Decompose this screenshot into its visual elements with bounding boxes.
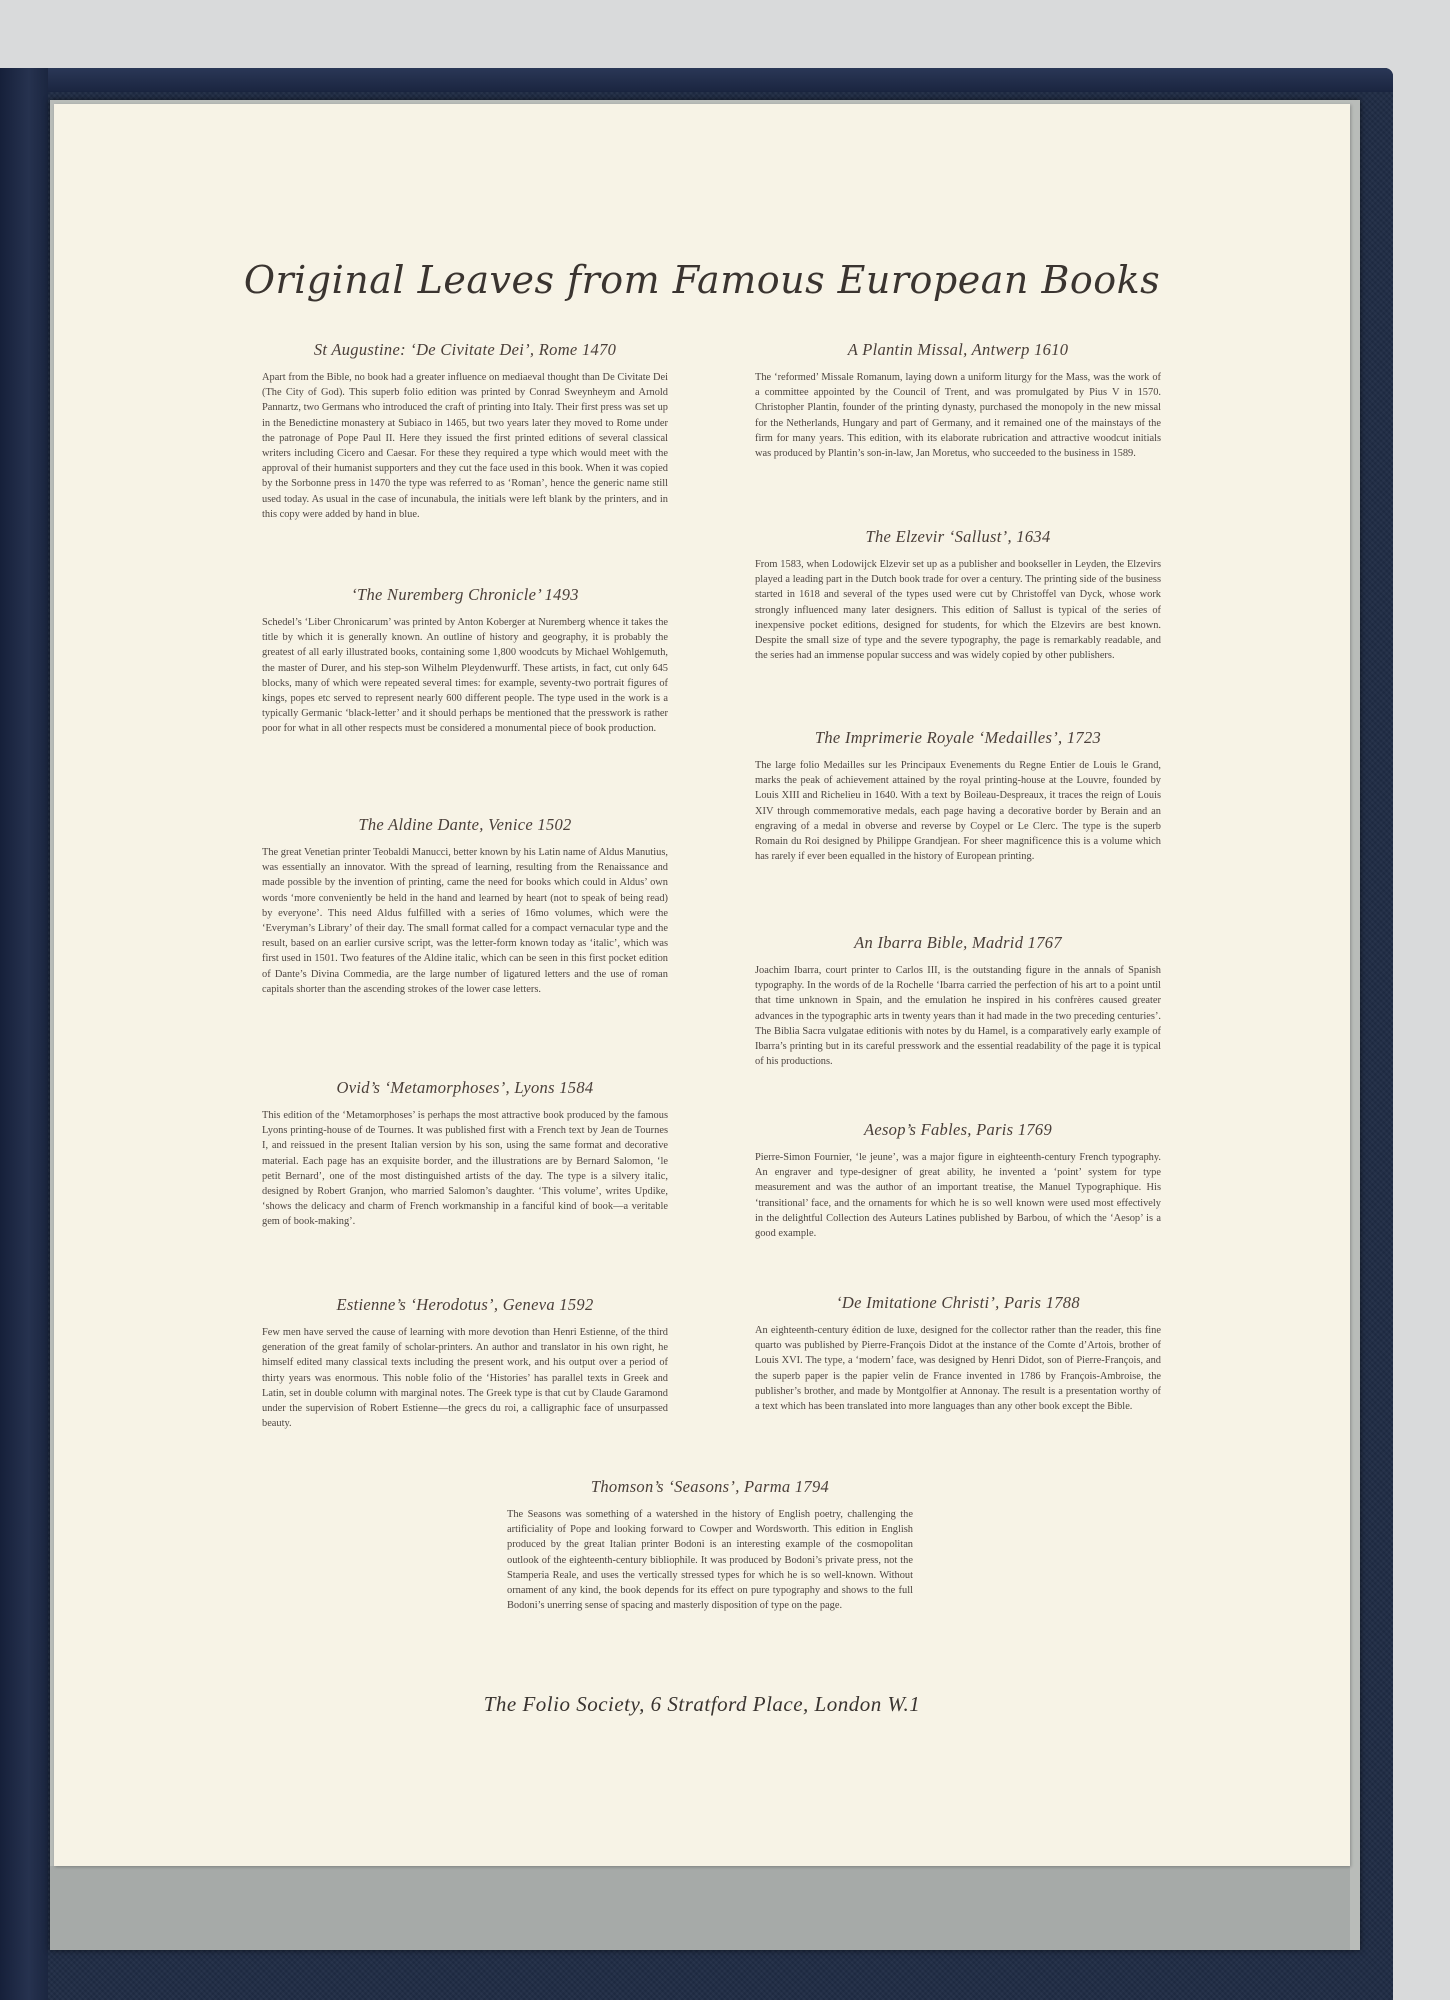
entry-heading: An Ibarra Bible, Madrid 1767	[854, 933, 1062, 952]
entry-body: From 1583, when Lodowijck Elzevir set up as a publisher and bookseller in Leyden, the Elzevirs played a leading part in the Dutch book trade for over a century. The printing side of the business started in 1618 and several of the types used were cut by Christoffel van Dyck, whose work strongly influenced many later designers. This edition of Sallust is typical of the series of inexpensive pocket editions, designed for students, for which the Elzevirs are best known. Despite the small size of type and the severe typography, the page is remarkably readable, and the series had an immense popular success and was widely copied by other publishers.	[755, 559, 1161, 662]
entry-body: Pierre-Simon Fournier, ‘le jeune’, was a major figure in eighteenth-century French typography. An engraver and type-designer of great ability, he invented a ‘point’ system for type measurement and was the author of an important treatise, the Manuel Typographique. His ‘transitional’ face, and the ornaments for which he is so well known were used most effectively in the delightful Collection des Auteurs Latines published by Barbou, of which the ‘Aesop’ is a good example.	[755, 1152, 1161, 1240]
entry-aldine-dante	[262, 815, 668, 997]
entry-plantin	[755, 340, 1161, 461]
entry-imprimerie-royale	[755, 728, 1161, 864]
entry-body: Schedel’s ‘Liber Chronicarum’ was printed by Anton Koberger at Nuremberg whence it takes the title by which it is generally known. An outline of history and geography, it is probably the greatest of all early illustrated books, containing some 1,800 woodcuts by Michael Wohlgemuth, the master of Durer, and his step-son Wilhelm Pleydenwurff. These artists, in fact, cut only 645 blocks, many of which were repeated several times: for example, seventy-two portrait figures of kings, popes etc served to represent nearly 600 different people. The type used in the work is a typically Germanic ‘black-letter’ and it should perhaps be mentioned that the presswork is rather poor for what in all other respects must be considered a monumental piece of book production.	[262, 617, 668, 735]
entry-thomson-seasons	[507, 1477, 913, 1613]
entry-body: Apart from the Bible, no book had a greater influence on mediaeval thought than De Civitate Dei (The City of God). This superb folio edition was printed by Conrad Sweynheym and Arnold Pannartz, two Germans who introduced the craft of printing into Italy. Their first press was set up in the Benedictine monastery at Subiaco in 1465, but two years later they moved to Rome under the patronage of Pope Paul II. Here they issued the first printed editions of several classical writers including Cicero and Caesar. For these they required a type which would meet with the approval of their humanist supporters and they cut the face used in this book. When it was copied by the Sorbonne press in 1470 the type was referred to as ‘Roman’, hence the generic name still used today. As usual in the case of incunabula, the initials were left blank by the printers, and in this copy were added by hand in blue.	[262, 372, 668, 520]
entry-heading: Ovid’s ‘Metamorphoses’, Lyons 1584	[336, 1078, 594, 1097]
entry-body: The great Venetian printer Teobaldi Manucci, better known by his Latin name of Aldus Manutius, was essentially an innovator. With the spread of learning, resulting from the Renaissance and made possible by the invention of printing, came the need for books which could in Aldus’ own words ‘more conveniently be held in the hand and learned by heart (not to speak of being read) by everyone’. This need Aldus fulfilled with a series of 16mo volumes, which were the ‘Everyman’s Library’ of their day. The small format called for a compact vernacular type and the result, based on an earlier cursive script, was the letter-form known today as ‘italic’, which was first used in 1501. Two features of the Aldine italic, which can be seen in this first pocket edition of Dante’s Divina Commedia, are the large number of ligatured letters and the use of roman capitals shorter than the ascending strokes of the lower case letters.	[262, 847, 668, 995]
entry-heading: St Augustine: ‘De Civitate Dei’, Rome 1470	[313, 340, 617, 359]
entry-augustine	[262, 340, 668, 522]
entry-heading: A Plantin Missal, Antwerp 1610	[847, 340, 1069, 359]
entry-heading: The Elzevir ‘Sallust’, 1634	[865, 527, 1051, 546]
entry-elzevir	[755, 527, 1161, 663]
entry-heading: ‘De Imitatione Christi’, Paris 1788	[836, 1293, 1080, 1312]
entry-body: The ‘reformed’ Missale Romanum, laying down a uniform liturgy for the Mass, was the work of a committee appointed by the Council of Trent, and was promulgated by Pius V in 1570. Christopher Plantin, founder of the printing dynasty, purchased the monopoly in the new missal for the Netherlands, Hungary and part of Germany, and it remained one of the mainstays of the firm for many years. This edition, with its elaborate rubrication and attractive woodcut initials was produced by Plantin’s son-in-law, Jan Moretus, who succeeded to the business in 1589.	[755, 372, 1161, 460]
entry-nuremberg	[262, 585, 668, 737]
entry-body: The Seasons was something of a watershed in the history of English poetry, challenging the artificiality of Pope and looking forward to Cowper and Wordsworth. This edition in English produced by the great Italian printer Bodoni is an interesting example of the cosmopolitan outlook of the eighteenth-century bibliophile. It was produced by Bodoni’s private press, not the Stamperia Reale, and uses the vertically stressed types for which he is so well-known. Without ornament of any kind, the book depends for its effect on pure typography and shows to the full Bodoni’s unerring sense of spacing and masterly disposition of type on the page.	[507, 1509, 913, 1612]
folder-spine	[0, 68, 48, 2000]
entry-heading: Estienne’s ‘Herodotus’, Geneva 1592	[336, 1295, 594, 1314]
entry-heading: Thomson’s ‘Seasons’, Parma 1794	[590, 1477, 830, 1496]
entry-heading: The Aldine Dante, Venice 1502	[358, 815, 572, 834]
folder-top-edge	[0, 68, 1393, 92]
entry-imitatione	[755, 1293, 1161, 1414]
entry-heading: The Imprimerie Royale ‘Medailles’, 1723	[814, 728, 1102, 747]
entry-body: Joachim Ibarra, court printer to Carlos III, is the outstanding figure in the annals of Spanish typography. In the words of de la Rochelle ‘Ibarra carried the perfection of his art to a point until that time unknown in Spain, and the emulation he inspired in his confrères caused greater advances in the typographic arts in twenty years than it had made in the two preceding centuries’. The Biblia Sacra vulgatae editionis with notes by du Hamel, is a comparatively early example of Ibarra’s printing but in its careful presswork and the essential readability of the page it is typical of his productions.	[755, 965, 1161, 1068]
entry-aesop	[755, 1120, 1161, 1241]
entry-body: The large folio Medailles sur les Principaux Evenements du Regne Entier de Louis le Grand, marks the peak of achievement attained by the royal printing-house at the Louvre, founded by Louis XIII and Richelieu in 1640. With a text by Boileau-Despreaux, it traces the reign of Louis XIV through commemorative medals, each page having a decorative border by Berain and an engraving of a medal in obverse and reverse by Coypel or Le Clerc. The type is the superb Romain du Roi designed by Philippe Grandjean. For sheer magnificence this is a volume which has rarely if ever been equalled in the history of European printing.	[755, 760, 1161, 863]
entry-heading: ‘The Nuremberg Chronicle’ 1493	[351, 585, 579, 604]
entry-ovid	[262, 1078, 668, 1230]
entry-ibarra	[755, 933, 1161, 1069]
entry-estienne	[262, 1295, 668, 1431]
entry-body: Few men have served the cause of learning with more devotion than Henri Estienne, of the third generation of the great family of scholar-printers. An author and translator in his own right, he himself edited many classical texts including the present work, and his output over a period of thirty years was enormous. This noble folio of the ‘Histories’ has parallel texts in Greek and Latin, set in double column with marginal notes. The Greek type is that cut by Claude Garamond under the supervision of Robert Estienne—the grecs du roi, a calligraphic face of unsurpassed beauty.	[262, 1327, 668, 1430]
entry-heading: Aesop’s Fables, Paris 1769	[863, 1120, 1053, 1139]
publisher-imprint: The Folio Society, 6 Stratford Place, London W.1	[483, 1692, 921, 1716]
entry-body: This edition of the ‘Metamorphoses’ is perhaps the most attractive book produced by the famous Lyons printing-house of de Tournes. It was published first with a French text by Jean de Tournes I, and reissued in the present Italian version by his son, using the same format and decorative material. Each page has an exquisite border, and the illustrations are by Bernard Salomon, ‘le petit Bernard’, one of the most distinguished artists of the day. The type is a silvery italic, designed by Robert Granjon, who married Salomon’s daughter. ‘This volume’, writes Updike, ‘shows the delicacy and charm of French workmanship in a fanciful kind of book—a veritable gem of book-making’.	[262, 1110, 668, 1228]
entry-body: An eighteenth-century édition de luxe, designed for the collector rather than the reader, this fine quarto was published by Pierre-François Didot at the instance of the Comte d’Artois, brother of Louis XVI. The type, a ‘modern’ face, was designed by Henri Didot, son of Pierre-François, and the superb paper is the papier velin de France invented in 1786 by François-Ambroise, the publisher’s brother, and made by Montgolfier at Annonay. The result is a presentation worthy of a text which has been translated into more languages than any other book except the Bible.	[755, 1325, 1161, 1413]
page-title: Original Leaves from Famous European Books	[243, 258, 1161, 302]
board-bottom-strip	[50, 1866, 1350, 1950]
